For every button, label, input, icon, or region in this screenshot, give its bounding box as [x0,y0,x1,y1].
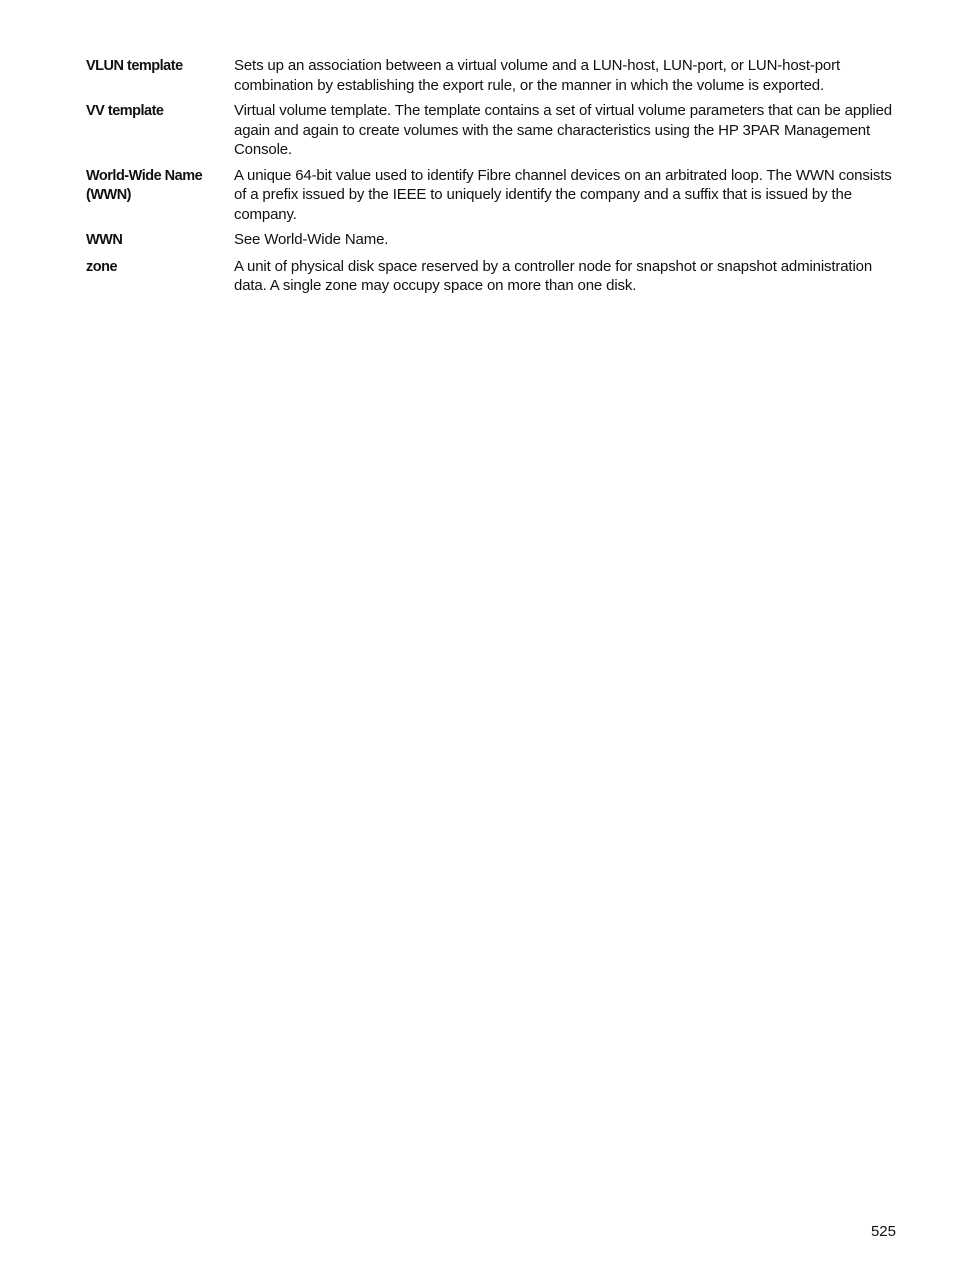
glossary-definition: Virtual volume template. The template contains a set of virtual volume parameters that can be applied again and again to create volumes with the same characteristics using the HP 3PAR Management Console. [234,102,892,158]
glossary-entry-world-wide-name [86,166,900,225]
glossary-definition: A unit of physical disk space reserved by a controller node for snapshot or snapshot administration data. A single zone may occupy space on more than one disk. [234,257,873,294]
glossary-term: VLUN template [86,58,183,74]
glossary-definition: A unique 64-bit value used to identify Fibre channel devices on an arbitrated loop. The WWN consists of a prefix issued by the IEEE to uniquely identify the company and a suffix that is issued by the company. [234,166,892,223]
glossary-entry-vlun-template [86,56,900,95]
glossary-definition: See World-Wide Name. [234,231,389,248]
glossary-entry-wwn [86,230,900,251]
glossary-entry-zone [86,257,900,296]
glossary-term: WWN [86,232,123,248]
glossary-term: World-Wide Name (WWN) [86,167,203,203]
glossary-list [86,56,900,296]
glossary-term: VV template [86,103,164,119]
page-number: 525 [870,1223,896,1240]
glossary-definition: Sets up an association between a virtual volume and a LUN-host, LUN-port, or LUN-host-port combination by establishing the export rule, or the manner in which the volume is exported. [234,57,840,94]
glossary-entry-vv-template [86,101,900,160]
glossary-term: zone [86,258,118,275]
